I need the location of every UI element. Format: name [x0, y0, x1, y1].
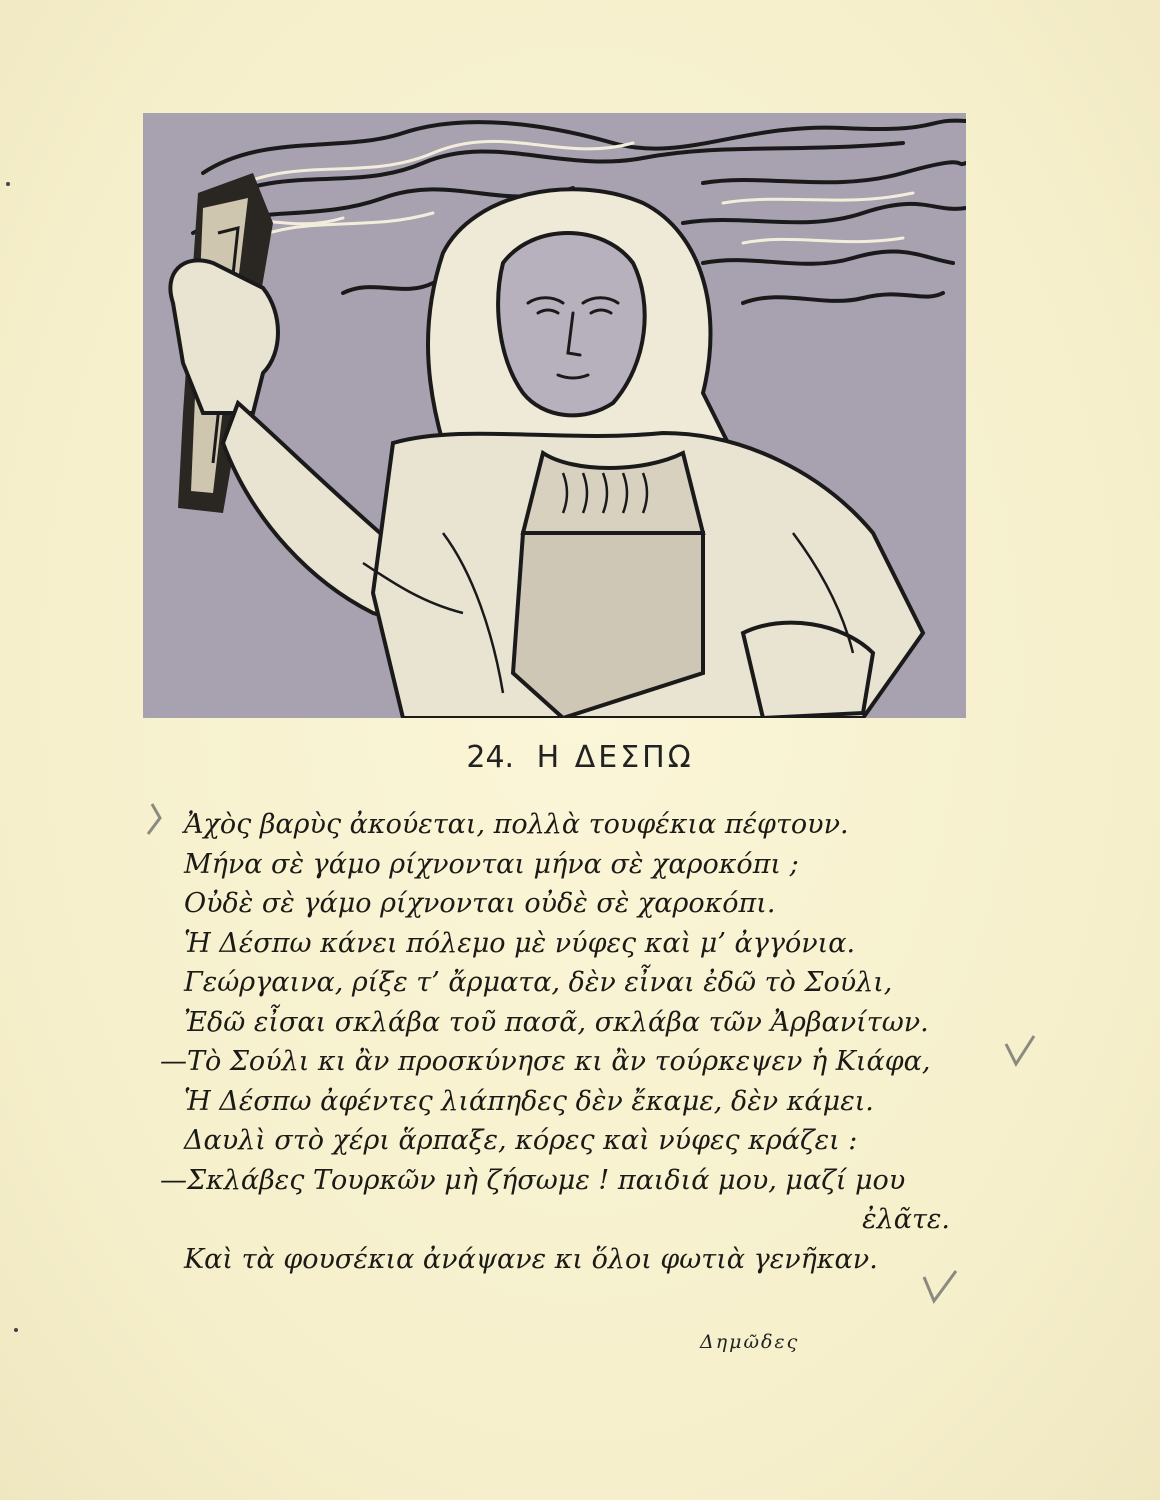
woodcut-illustration	[143, 113, 966, 718]
poem-line: Ἀχὸς βαρὺς ἀκούεται, πολλὰ τουφέκια πέφτουν.	[184, 809, 849, 840]
margin-dot	[14, 1328, 18, 1332]
pencil-checkmark	[918, 1265, 962, 1309]
poem-line: Ἐδῶ εἶσαι σκλάβα τοῦ πασᾶ, σκλάβα τῶν Ἀρβανίτων.	[184, 1006, 929, 1038]
poem-title-text: Η ΔΕΣΠΩ	[536, 740, 694, 775]
poem-line: Οὐδὲ σὲ γάμο ρίχνονται οὐδὲ σὲ χαροκόπι.	[184, 888, 776, 919]
poem-number: 24.	[466, 740, 515, 775]
pencil-mark	[140, 800, 180, 840]
poem-body	[160, 805, 980, 1279]
poem-line: Ἡ Δέσπω κάνει πόλεμο μὲ νύφες καὶ μ’ ἀγγόνια.	[184, 927, 856, 959]
margin-dot	[6, 182, 10, 186]
poem-source: Δημῶδες	[700, 1331, 800, 1353]
poem-line: Δαυλὶ στὸ χέρι ἅρπαξε, κόρες καὶ νύφες κράζει :	[184, 1125, 858, 1156]
poem-line-continuation: ἐλᾶτε.	[862, 1204, 950, 1235]
pencil-checkmark	[1000, 1032, 1040, 1072]
poem-title	[0, 740, 1160, 775]
poem-line: —Σκλάβες Τουρκῶν μὴ ζήσωμε ! παιδιά μου, μαζί μου	[160, 1164, 906, 1196]
woman-with-torch-image	[143, 113, 966, 718]
poem-line: Γεώργαινα, ρίξε τ’ ἄρματα, δὲν εἶναι ἐδῶ τὸ Σούλι,	[184, 967, 893, 998]
poem-line: Μήνα σὲ γάμο ρίχνονται μήνα σὲ χαροκόπι ;	[184, 848, 799, 880]
poem-line: Ἡ Δέσπω ἀφέντες λιάπηδες δὲν ἔκαμε, δὲν κάμει.	[184, 1085, 874, 1117]
poem-line: —Τὸ Σούλι κι ἂν προσκύνησε κι ἂν τούρκεψεν ἡ Κιάφα,	[160, 1046, 931, 1077]
poem-line: Καὶ τὰ φουσέκια ἀνάψανε κι ὅλοι φωτιὰ γενῆκαν.	[184, 1243, 878, 1275]
